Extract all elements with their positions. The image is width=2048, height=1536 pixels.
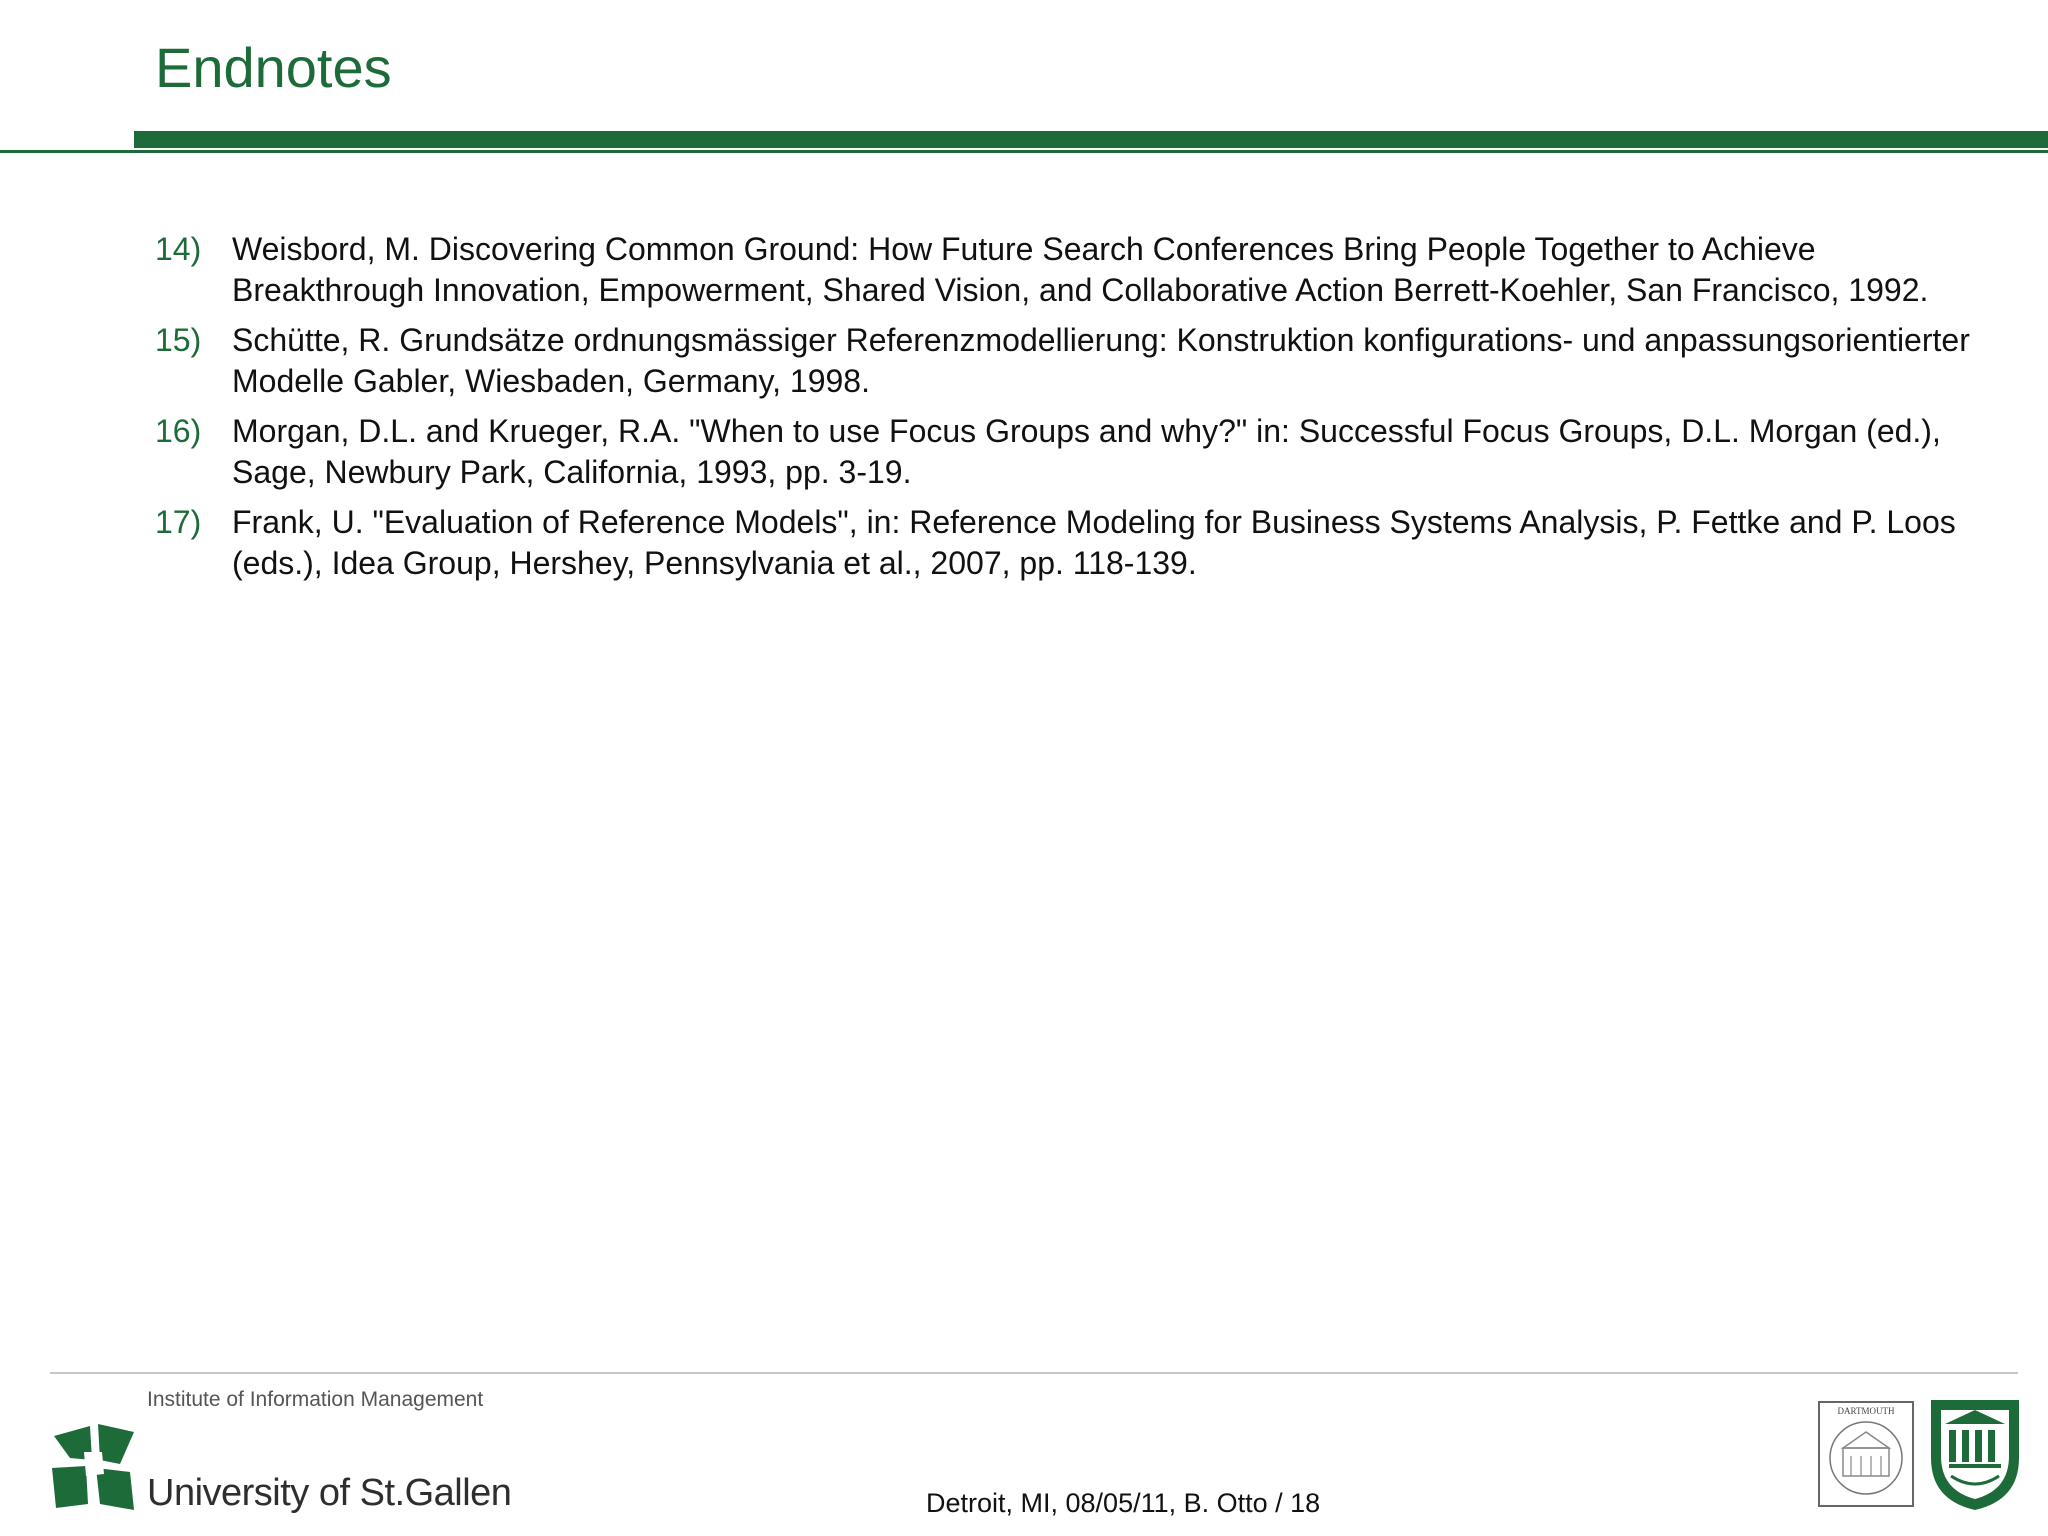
university-name: University of St.Gallen (147, 1472, 512, 1514)
slide-info: Detroit, MI, 08/05/11, B. Otto / 18 (926, 1488, 1321, 1518)
page-title: Endnotes (155, 36, 392, 99)
title-rule-thick (134, 131, 2048, 148)
st-gallen-logo-icon (50, 1422, 136, 1514)
endnote-17 (155, 502, 1985, 584)
endnote-15 (155, 320, 1985, 402)
endnote-text: Weisbord, M. Discovering Common Ground: How Future Search Conferences Bring People Together to Achieve Breakthrough Innovation, Empowerment, Shared Vision, and Collaborative Action Berrett-Koehler, San Francisco, 1992. (232, 231, 1929, 308)
endnote-number: 17) (155, 504, 202, 540)
endnote-number: 16) (155, 413, 202, 449)
footer-divider (50, 1372, 2018, 1374)
endnote-text: Frank, U. "Evaluation of Reference Models", in: Reference Modeling for Business Systems Analysis, P. Fettke and P. Loos (eds.), Idea Group, Hershey, Pennsylvania et al., 2007, pp. 118-139. (232, 504, 1956, 581)
institute-label: Institute of Information Management (147, 1388, 484, 1411)
endnote-text: Morgan, D.L. and Krueger, R.A. "When to use Focus Groups and why?" in: Successful Focus Groups, D.L. Morgan (ed.), Sage, Newbury Park, California, 1993, pp. 3-19. (232, 413, 1941, 490)
seal-text: DARTMOUTH (1837, 1406, 1895, 1416)
dartmouth-shield-icon (1927, 1396, 2023, 1514)
endnote-number: 14) (155, 231, 202, 267)
title-rule-thin (0, 150, 2048, 153)
endnote-text: Schütte, R. Grundsätze ordnungsmässiger Referenzmodellierung: Konstruktion konfigurations- und anpassungsorientierter Modelle Gabler, Wiesbaden, Germany, 1998. (232, 322, 1970, 399)
endnote-16 (155, 411, 1985, 493)
dartmouth-seal-icon (1815, 1398, 1917, 1510)
endnote-number: 15) (155, 322, 202, 358)
endnote-14 (155, 229, 1985, 311)
endnotes-list (155, 229, 1985, 593)
